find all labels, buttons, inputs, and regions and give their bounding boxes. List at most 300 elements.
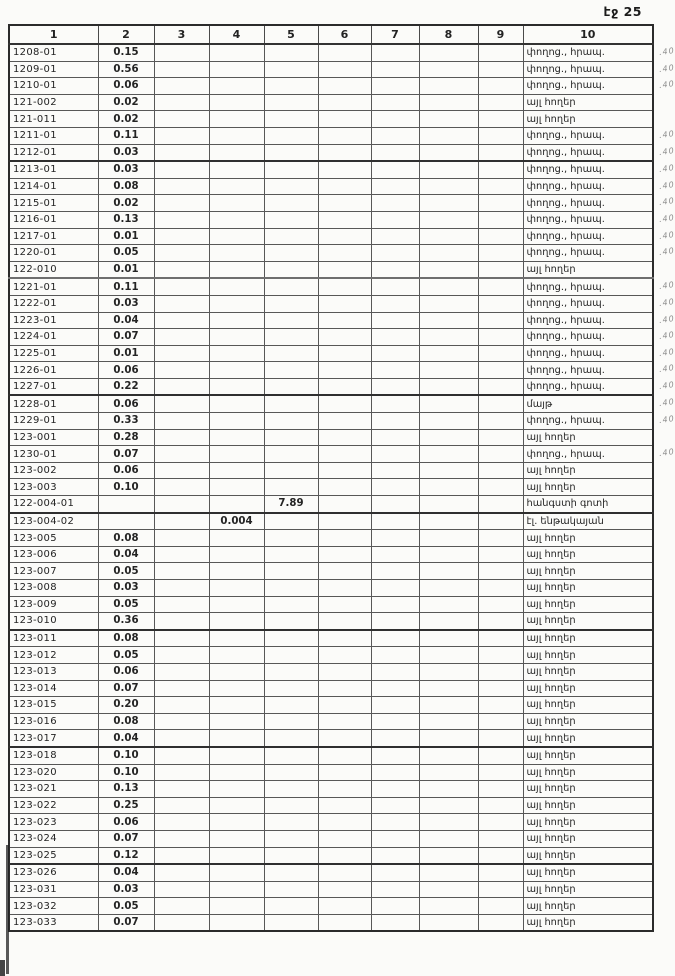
value-cell-col3 <box>154 378 209 395</box>
value-cell-col2: 0.10 <box>98 747 154 764</box>
value-cell-col6 <box>318 378 371 395</box>
land-use-cell: այլ հողեր <box>523 630 653 647</box>
value-cell-col9 <box>478 78 523 95</box>
value-cell-col6 <box>318 513 371 530</box>
value-cell-col3 <box>154 898 209 915</box>
value-cell-col9 <box>478 127 523 144</box>
table-row <box>9 847 653 864</box>
table-row <box>9 781 653 798</box>
value-cell-col8 <box>419 764 478 781</box>
value-cell-col9 <box>478 647 523 664</box>
col-header-3: 3 <box>154 25 209 44</box>
value-cell-col3 <box>154 814 209 831</box>
land-use-cell: էլ. ենթակայան <box>523 513 653 530</box>
table-row <box>9 479 653 496</box>
value-cell-col6 <box>318 663 371 680</box>
land-use-cell: այլ հողեր <box>523 914 653 931</box>
table-row <box>9 78 653 95</box>
value-cell-col8 <box>419 94 478 111</box>
land-use-cell: փողոց., հրապ. .40 <box>523 345 653 362</box>
value-cell-col9 <box>478 413 523 430</box>
value-cell-col7 <box>371 362 419 379</box>
value-cell-col6 <box>318 111 371 128</box>
value-cell-col5 <box>264 413 318 430</box>
value-cell-col6 <box>318 864 371 881</box>
value-cell-col3 <box>154 228 209 245</box>
table-row <box>9 362 653 379</box>
value-cell-col7 <box>371 278 419 295</box>
value-cell-col9 <box>478 864 523 881</box>
value-cell-col5 <box>264 362 318 379</box>
col-header-10: 10 <box>523 25 653 44</box>
value-cell-col4 <box>209 914 264 931</box>
value-cell-col7 <box>371 413 419 430</box>
value-cell-col7 <box>371 329 419 346</box>
value-cell-col5 <box>264 697 318 714</box>
value-cell-col2: 0.06 <box>98 78 154 95</box>
value-cell-col5 <box>264 898 318 915</box>
value-cell-col3 <box>154 312 209 329</box>
value-cell-col6 <box>318 295 371 312</box>
value-cell-col5 <box>264 195 318 212</box>
value-cell-col9 <box>478 278 523 295</box>
value-cell-col9 <box>478 847 523 864</box>
value-cell-col4 <box>209 496 264 513</box>
value-cell-col4 <box>209 395 264 412</box>
value-cell-col3 <box>154 44 209 61</box>
value-cell-col3 <box>154 395 209 412</box>
land-use-cell: այլ հողեր <box>523 530 653 547</box>
value-cell-col4 <box>209 630 264 647</box>
value-cell-col7 <box>371 797 419 814</box>
parcel-code-cell: 122-010 <box>9 261 98 278</box>
value-cell-col6 <box>318 546 371 563</box>
parcel-code-cell: 123-004-02 <box>9 513 98 530</box>
value-cell-col6 <box>318 580 371 597</box>
value-cell-col3 <box>154 713 209 730</box>
value-cell-col9 <box>478 178 523 195</box>
value-cell-col4 <box>209 697 264 714</box>
value-cell-col2: 0.02 <box>98 195 154 212</box>
table-row <box>9 647 653 664</box>
parcel-code-cell: 123-022 <box>9 797 98 814</box>
value-cell-col6 <box>318 647 371 664</box>
value-cell-col9 <box>478 764 523 781</box>
margin-pencil-mark: .40 <box>658 363 675 375</box>
value-cell-col4 <box>209 378 264 395</box>
value-cell-col2: 0.10 <box>98 764 154 781</box>
value-cell-col8 <box>419 630 478 647</box>
margin-pencil-mark: .40 <box>658 346 675 358</box>
value-cell-col4 <box>209 78 264 95</box>
value-cell-col4 <box>209 613 264 630</box>
table-row <box>9 914 653 931</box>
land-use-cell: փողոց., հրապ. .40 <box>523 211 653 228</box>
value-cell-col7 <box>371 663 419 680</box>
value-cell-col9 <box>478 563 523 580</box>
value-cell-col7 <box>371 61 419 78</box>
parcel-code-cell: 123-031 <box>9 881 98 898</box>
value-cell-col6 <box>318 413 371 430</box>
value-cell-col4 <box>209 245 264 262</box>
value-cell-col8 <box>419 195 478 212</box>
value-cell-col9 <box>478 513 523 530</box>
value-cell-col3 <box>154 111 209 128</box>
value-cell-col7 <box>371 161 419 178</box>
value-cell-col4 <box>209 44 264 61</box>
value-cell-col8 <box>419 713 478 730</box>
value-cell-col8 <box>419 362 478 379</box>
value-cell-col8 <box>419 596 478 613</box>
value-cell-col3 <box>154 781 209 798</box>
value-cell-col9 <box>478 747 523 764</box>
value-cell-col5 <box>264 61 318 78</box>
value-cell-col4 <box>209 563 264 580</box>
value-cell-col2: 0.07 <box>98 914 154 931</box>
land-use-cell: այլ հողեր <box>523 563 653 580</box>
margin-pencil-mark: .40 <box>658 179 675 191</box>
value-cell-col8 <box>419 663 478 680</box>
value-cell-col5 <box>264 713 318 730</box>
value-cell-col6 <box>318 847 371 864</box>
table-row <box>9 764 653 781</box>
value-cell-col2: 0.01 <box>98 345 154 362</box>
margin-pencil-mark: .40 <box>658 79 675 91</box>
value-cell-col5 <box>264 144 318 161</box>
land-use-cell: այլ հողեր <box>523 663 653 680</box>
parcel-code-cell: 123-012 <box>9 647 98 664</box>
table-row <box>9 245 653 262</box>
table-row <box>9 830 653 847</box>
value-cell-col7 <box>371 530 419 547</box>
land-use-cell: փողոց., հրապ. .40 <box>523 78 653 95</box>
value-cell-col2: 0.33 <box>98 413 154 430</box>
value-cell-col3 <box>154 546 209 563</box>
value-cell-col2: 0.28 <box>98 429 154 446</box>
value-cell-col8 <box>419 546 478 563</box>
land-use-cell: այլ հողեր <box>523 94 653 111</box>
value-cell-col8 <box>419 530 478 547</box>
parcel-code-cell: 1222-01 <box>9 295 98 312</box>
value-cell-col8 <box>419 178 478 195</box>
value-cell-col8 <box>419 111 478 128</box>
value-cell-col8 <box>419 211 478 228</box>
value-cell-col4 <box>209 864 264 881</box>
value-cell-col8 <box>419 161 478 178</box>
value-cell-col8 <box>419 228 478 245</box>
table-row <box>9 345 653 362</box>
parcel-code-cell: 123-009 <box>9 596 98 613</box>
table-row <box>9 261 653 278</box>
parcel-code-cell: 121-002 <box>9 94 98 111</box>
value-cell-col9 <box>478 680 523 697</box>
value-cell-col5 <box>264 378 318 395</box>
value-cell-col2: 0.03 <box>98 161 154 178</box>
value-cell-col5 <box>264 814 318 831</box>
value-cell-col5 <box>264 479 318 496</box>
value-cell-col5 <box>264 781 318 798</box>
value-cell-col3 <box>154 596 209 613</box>
land-use-cell: այլ հողեր <box>523 713 653 730</box>
value-cell-col6 <box>318 530 371 547</box>
value-cell-col3 <box>154 195 209 212</box>
value-cell-col4 <box>209 898 264 915</box>
table-row <box>9 329 653 346</box>
parcel-code-cell: 123-023 <box>9 814 98 831</box>
col-header-5: 5 <box>264 25 318 44</box>
parcel-code-cell: 1211-01 <box>9 127 98 144</box>
value-cell-col5 <box>264 847 318 864</box>
value-cell-col4 <box>209 61 264 78</box>
land-use-cell: այլ հողեր <box>523 898 653 915</box>
col-header-2: 2 <box>98 25 154 44</box>
land-use-cell: այլ հողեր <box>523 781 653 798</box>
value-cell-col8 <box>419 144 478 161</box>
value-cell-col5 <box>264 797 318 814</box>
table-row <box>9 195 653 212</box>
value-cell-col3 <box>154 496 209 513</box>
value-cell-col3 <box>154 61 209 78</box>
parcel-code-cell: 123-005 <box>9 530 98 547</box>
land-parcel-table <box>8 24 675 932</box>
value-cell-col2: 0.08 <box>98 713 154 730</box>
value-cell-col7 <box>371 680 419 697</box>
value-cell-col9 <box>478 814 523 831</box>
value-cell-col7 <box>371 496 419 513</box>
table-row <box>9 563 653 580</box>
value-cell-col6 <box>318 713 371 730</box>
value-cell-col2: 0.11 <box>98 278 154 295</box>
land-use-cell: այլ հողեր <box>523 580 653 597</box>
value-cell-col9 <box>478 111 523 128</box>
value-cell-col3 <box>154 630 209 647</box>
value-cell-col8 <box>419 881 478 898</box>
value-cell-col8 <box>419 797 478 814</box>
value-cell-col3 <box>154 429 209 446</box>
value-cell-col9 <box>478 245 523 262</box>
value-cell-col5 <box>264 44 318 61</box>
parcel-code-cell: 1229-01 <box>9 413 98 430</box>
value-cell-col9 <box>478 429 523 446</box>
land-use-cell: այլ հողեր <box>523 462 653 479</box>
value-cell-col7 <box>371 764 419 781</box>
value-cell-col9 <box>478 295 523 312</box>
value-cell-col2: 0.08 <box>98 178 154 195</box>
value-cell-col3 <box>154 345 209 362</box>
land-use-cell: փողոց., հրապ. .40 <box>523 362 653 379</box>
value-cell-col8 <box>419 513 478 530</box>
value-cell-col5 <box>264 446 318 463</box>
value-cell-col4 <box>209 228 264 245</box>
value-cell-col6 <box>318 479 371 496</box>
value-cell-col3 <box>154 413 209 430</box>
value-cell-col2: 0.12 <box>98 847 154 864</box>
margin-pencil-mark: .40 <box>658 330 675 342</box>
col-header-6: 6 <box>318 25 371 44</box>
value-cell-col4 <box>209 647 264 664</box>
value-cell-col4 <box>209 580 264 597</box>
value-cell-col8 <box>419 830 478 847</box>
value-cell-col4 <box>209 362 264 379</box>
parcel-code-cell: 123-010 <box>9 613 98 630</box>
value-cell-col5 <box>264 178 318 195</box>
parcel-code-cell: 1217-01 <box>9 228 98 245</box>
value-cell-col3 <box>154 94 209 111</box>
value-cell-col7 <box>371 563 419 580</box>
margin-pencil-mark: .40 <box>658 296 675 308</box>
value-cell-col8 <box>419 580 478 597</box>
table-row <box>9 630 653 647</box>
value-cell-col7 <box>371 847 419 864</box>
value-cell-col9 <box>478 914 523 931</box>
value-cell-col4 <box>209 546 264 563</box>
scan-artifact-left-edge <box>6 845 9 974</box>
table-row <box>9 697 653 714</box>
value-cell-col7 <box>371 697 419 714</box>
value-cell-col3 <box>154 245 209 262</box>
col-header-4: 4 <box>209 25 264 44</box>
land-use-cell: այլ հողեր <box>523 596 653 613</box>
col-header-7: 7 <box>371 25 419 44</box>
value-cell-col2: 0.06 <box>98 462 154 479</box>
value-cell-col2: 0.20 <box>98 697 154 714</box>
value-cell-col9 <box>478 663 523 680</box>
value-cell-col4 <box>209 261 264 278</box>
value-cell-col6 <box>318 730 371 747</box>
value-cell-col8 <box>419 413 478 430</box>
table-row <box>9 378 653 395</box>
margin-pencil-mark: .40 <box>658 397 675 409</box>
value-cell-col3 <box>154 881 209 898</box>
value-cell-col9 <box>478 446 523 463</box>
table-row <box>9 395 653 412</box>
table-row <box>9 898 653 915</box>
parcel-code-cell: 1220-01 <box>9 245 98 262</box>
value-cell-col3 <box>154 613 209 630</box>
value-cell-col7 <box>371 513 419 530</box>
value-cell-col4 <box>209 814 264 831</box>
value-cell-col2: 0.05 <box>98 596 154 613</box>
land-use-cell: այլ հողեր <box>523 697 653 714</box>
value-cell-col9 <box>478 44 523 61</box>
land-use-cell: այլ հողեր <box>523 647 653 664</box>
value-cell-col6 <box>318 797 371 814</box>
value-cell-col6 <box>318 362 371 379</box>
value-cell-col4 <box>209 211 264 228</box>
value-cell-col9 <box>478 881 523 898</box>
value-cell-col4 <box>209 195 264 212</box>
parcel-code-cell: 123-002 <box>9 462 98 479</box>
margin-pencil-mark: .40 <box>658 313 675 325</box>
value-cell-col5 <box>264 914 318 931</box>
value-cell-col5 <box>264 395 318 412</box>
value-cell-col5 <box>264 513 318 530</box>
value-cell-col4 <box>209 413 264 430</box>
value-cell-col3 <box>154 864 209 881</box>
table-row <box>9 61 653 78</box>
land-use-cell: այլ հողեր <box>523 429 653 446</box>
parcel-code-cell: 1216-01 <box>9 211 98 228</box>
value-cell-col2: 0.13 <box>98 781 154 798</box>
land-use-cell: փողոց., հրապ. .40 <box>523 127 653 144</box>
value-cell-col6 <box>318 898 371 915</box>
value-cell-col6 <box>318 329 371 346</box>
value-cell-col3 <box>154 730 209 747</box>
value-cell-col8 <box>419 329 478 346</box>
value-cell-col8 <box>419 898 478 915</box>
value-cell-col6 <box>318 245 371 262</box>
value-cell-col9 <box>478 94 523 111</box>
value-cell-col4 <box>209 713 264 730</box>
value-cell-col9 <box>478 261 523 278</box>
land-use-cell: այլ հողեր <box>523 111 653 128</box>
value-cell-col8 <box>419 914 478 931</box>
scan-artifact-corner <box>0 960 5 976</box>
value-cell-col3 <box>154 530 209 547</box>
parcel-code-cell: 1209-01 <box>9 61 98 78</box>
value-cell-col8 <box>419 680 478 697</box>
value-cell-col4: 0.004 <box>209 513 264 530</box>
table-row <box>9 462 653 479</box>
value-cell-col6 <box>318 747 371 764</box>
value-cell-col4 <box>209 596 264 613</box>
value-cell-col8 <box>419 261 478 278</box>
value-cell-col2: 0.03 <box>98 295 154 312</box>
value-cell-col8 <box>419 462 478 479</box>
value-cell-col3 <box>154 563 209 580</box>
value-cell-col3 <box>154 847 209 864</box>
table-row <box>9 429 653 446</box>
parcel-code-cell: 123-008 <box>9 580 98 597</box>
value-cell-col2: 0.04 <box>98 730 154 747</box>
value-cell-col4 <box>209 161 264 178</box>
value-cell-col9 <box>478 312 523 329</box>
value-cell-col3 <box>154 797 209 814</box>
value-cell-col2: 0.06 <box>98 663 154 680</box>
value-cell-col6 <box>318 764 371 781</box>
land-use-cell: փողոց., հրապ. .40 <box>523 278 653 295</box>
table-row <box>9 446 653 463</box>
parcel-code-cell: 123-025 <box>9 847 98 864</box>
parcel-code-cell: 123-015 <box>9 697 98 714</box>
value-cell-col9 <box>478 697 523 714</box>
parcel-code-cell: 123-014 <box>9 680 98 697</box>
value-cell-col4 <box>209 663 264 680</box>
land-use-cell: փողոց., հրապ. .40 <box>523 329 653 346</box>
value-cell-col2 <box>98 513 154 530</box>
value-cell-col8 <box>419 378 478 395</box>
value-cell-col9 <box>478 580 523 597</box>
value-cell-col9 <box>478 730 523 747</box>
value-cell-col5 <box>264 312 318 329</box>
table-row <box>9 713 653 730</box>
value-cell-col8 <box>419 295 478 312</box>
parcel-code-cell: 123-007 <box>9 563 98 580</box>
value-cell-col6 <box>318 462 371 479</box>
value-cell-col9 <box>478 61 523 78</box>
value-cell-col7 <box>371 345 419 362</box>
value-cell-col8 <box>419 847 478 864</box>
value-cell-col4 <box>209 847 264 864</box>
value-cell-col3 <box>154 580 209 597</box>
value-cell-col6 <box>318 697 371 714</box>
table-row <box>9 596 653 613</box>
margin-pencil-mark: .40 <box>658 145 675 157</box>
value-cell-col5 <box>264 429 318 446</box>
value-cell-col5 <box>264 530 318 547</box>
value-cell-col8 <box>419 496 478 513</box>
land-use-cell: այլ հողեր <box>523 261 653 278</box>
